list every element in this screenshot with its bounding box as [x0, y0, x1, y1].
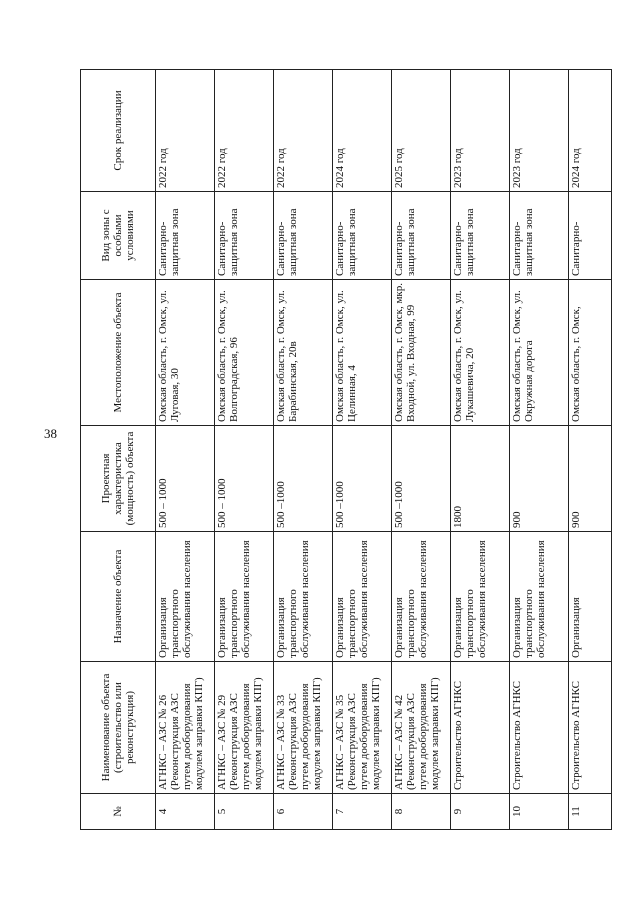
header-object-name: Наименование объекта (строительство или реконструкция): [81, 662, 156, 794]
cell-location: Омская область, г. Омск, ул. Лукашевича, 20: [451, 280, 510, 426]
cell-term: 2023 год: [510, 70, 569, 192]
cell-zone-type: Санитарно-защитная зона: [333, 192, 392, 280]
cell-object-name: Строительство АГНКС: [569, 662, 612, 794]
cell-number: 9: [451, 794, 510, 830]
cell-number: 4: [156, 794, 215, 830]
cell-number: 10: [510, 794, 569, 830]
cell-location: Омская область, г. Омск, мкр. Входной, ул. Входная, 99: [392, 280, 451, 426]
cell-number: 11: [569, 794, 612, 830]
table-row: [333, 70, 392, 830]
cell-purpose: Организация транспортного обслуживания населения: [215, 532, 274, 662]
cell-term: 2022 год: [274, 70, 333, 192]
cell-purpose: Организация транспортного обслуживания населения: [392, 532, 451, 662]
cell-capacity: 500 –1000: [333, 426, 392, 532]
cell-number: 7: [333, 794, 392, 830]
cell-purpose: Организация: [569, 532, 612, 662]
cell-capacity: 500 –1000: [392, 426, 451, 532]
table-row: [274, 70, 333, 830]
cell-zone-type: Санитарно-: [569, 192, 612, 280]
page-number: 38: [44, 426, 57, 441]
cell-object-name: Строительство АГНКС: [510, 662, 569, 794]
cell-number: 6: [274, 794, 333, 830]
header-capacity: Проектная характеристика (мощность) объекта: [81, 426, 156, 532]
cell-number: 8: [392, 794, 451, 830]
table-row: [215, 70, 274, 830]
rotated-table-container: [80, 70, 580, 830]
cell-object-name: АГНКС – АЗС № 33 (Реконструкция АЗС путем дооборудования модулем заправки КПГ): [274, 662, 333, 794]
cell-capacity: 1800: [451, 426, 510, 532]
table-row: [510, 70, 569, 830]
cell-zone-type: Санитарно-защитная зона: [156, 192, 215, 280]
cell-location: Омская область, г. Омск,: [569, 280, 612, 426]
cell-zone-type: Санитарно-защитная зона: [510, 192, 569, 280]
cell-location: Омская область, г. Омск, ул. Окружная дорога: [510, 280, 569, 426]
header-number: №: [81, 794, 156, 830]
cell-object-name: АГНКС – АЗС № 26 (Реконструкция АЗС путем дооборудования модулем заправки КПГ): [156, 662, 215, 794]
cell-capacity: 900: [569, 426, 612, 532]
table-row: [392, 70, 451, 830]
cell-term: 2025 год: [392, 70, 451, 192]
cell-purpose: Организация транспортного обслуживания населения: [333, 532, 392, 662]
cell-capacity: 500 –1000: [274, 426, 333, 532]
cell-term: 2022 год: [215, 70, 274, 192]
table-row: [569, 70, 612, 830]
cell-number: 5: [215, 794, 274, 830]
cell-location: Омская область, г. Омск, ул. Целинная, 4: [333, 280, 392, 426]
table-header-row: [81, 70, 156, 830]
header-purpose: Назначение объекта: [81, 532, 156, 662]
cell-zone-type: Санитарно-защитная зона: [392, 192, 451, 280]
cell-zone-type: Санитарно-защитная зона: [274, 192, 333, 280]
cell-object-name: АГНКС – АЗС № 29 (Реконструкция АЗС путем дооборудования модулем заправки КПГ): [215, 662, 274, 794]
cell-object-name: Строительство АГНКС: [451, 662, 510, 794]
cell-object-name: АГНКС – АЗС № 42 (Реконструкция АЗС путем дооборудования модулем заправки КПГ): [392, 662, 451, 794]
cell-location: Омская область, г. Омск, ул. Барабинская, 20в: [274, 280, 333, 426]
cell-purpose: Организация транспортного обслуживания населения: [451, 532, 510, 662]
cell-object-name: АГНКС – АЗС № 35 (Реконструкция АЗС путем дооборудования модулем заправки КПГ): [333, 662, 392, 794]
cell-purpose: Организация транспортного обслуживания населения: [510, 532, 569, 662]
header-location: Местоположение объекта: [81, 280, 156, 426]
objects-table: [80, 69, 612, 830]
table-row: [156, 70, 215, 830]
cell-capacity: 900: [510, 426, 569, 532]
cell-term: 2024 год: [569, 70, 612, 192]
table-row: [451, 70, 510, 830]
cell-location: Омская область, г. Омск, ул. Луговая, 30: [156, 280, 215, 426]
cell-capacity: 500 – 1000: [156, 426, 215, 532]
cell-capacity: 500 – 1000: [215, 426, 274, 532]
cell-zone-type: Санитарно-защитная зона: [451, 192, 510, 280]
header-term: Срок реализации: [81, 70, 156, 192]
cell-term: 2024 год: [333, 70, 392, 192]
cell-location: Омская область, г. Омск, ул. Волгоградская, 96: [215, 280, 274, 426]
cell-purpose: Организация транспортного обслуживания населения: [156, 532, 215, 662]
cell-term: 2022 год: [156, 70, 215, 192]
cell-zone-type: Санитарно-защитная зона: [215, 192, 274, 280]
cell-term: 2023 год: [451, 70, 510, 192]
cell-purpose: Организация транспортного обслуживания населения: [274, 532, 333, 662]
header-zone-type: Вид зоны с особыми условиями: [81, 192, 156, 280]
